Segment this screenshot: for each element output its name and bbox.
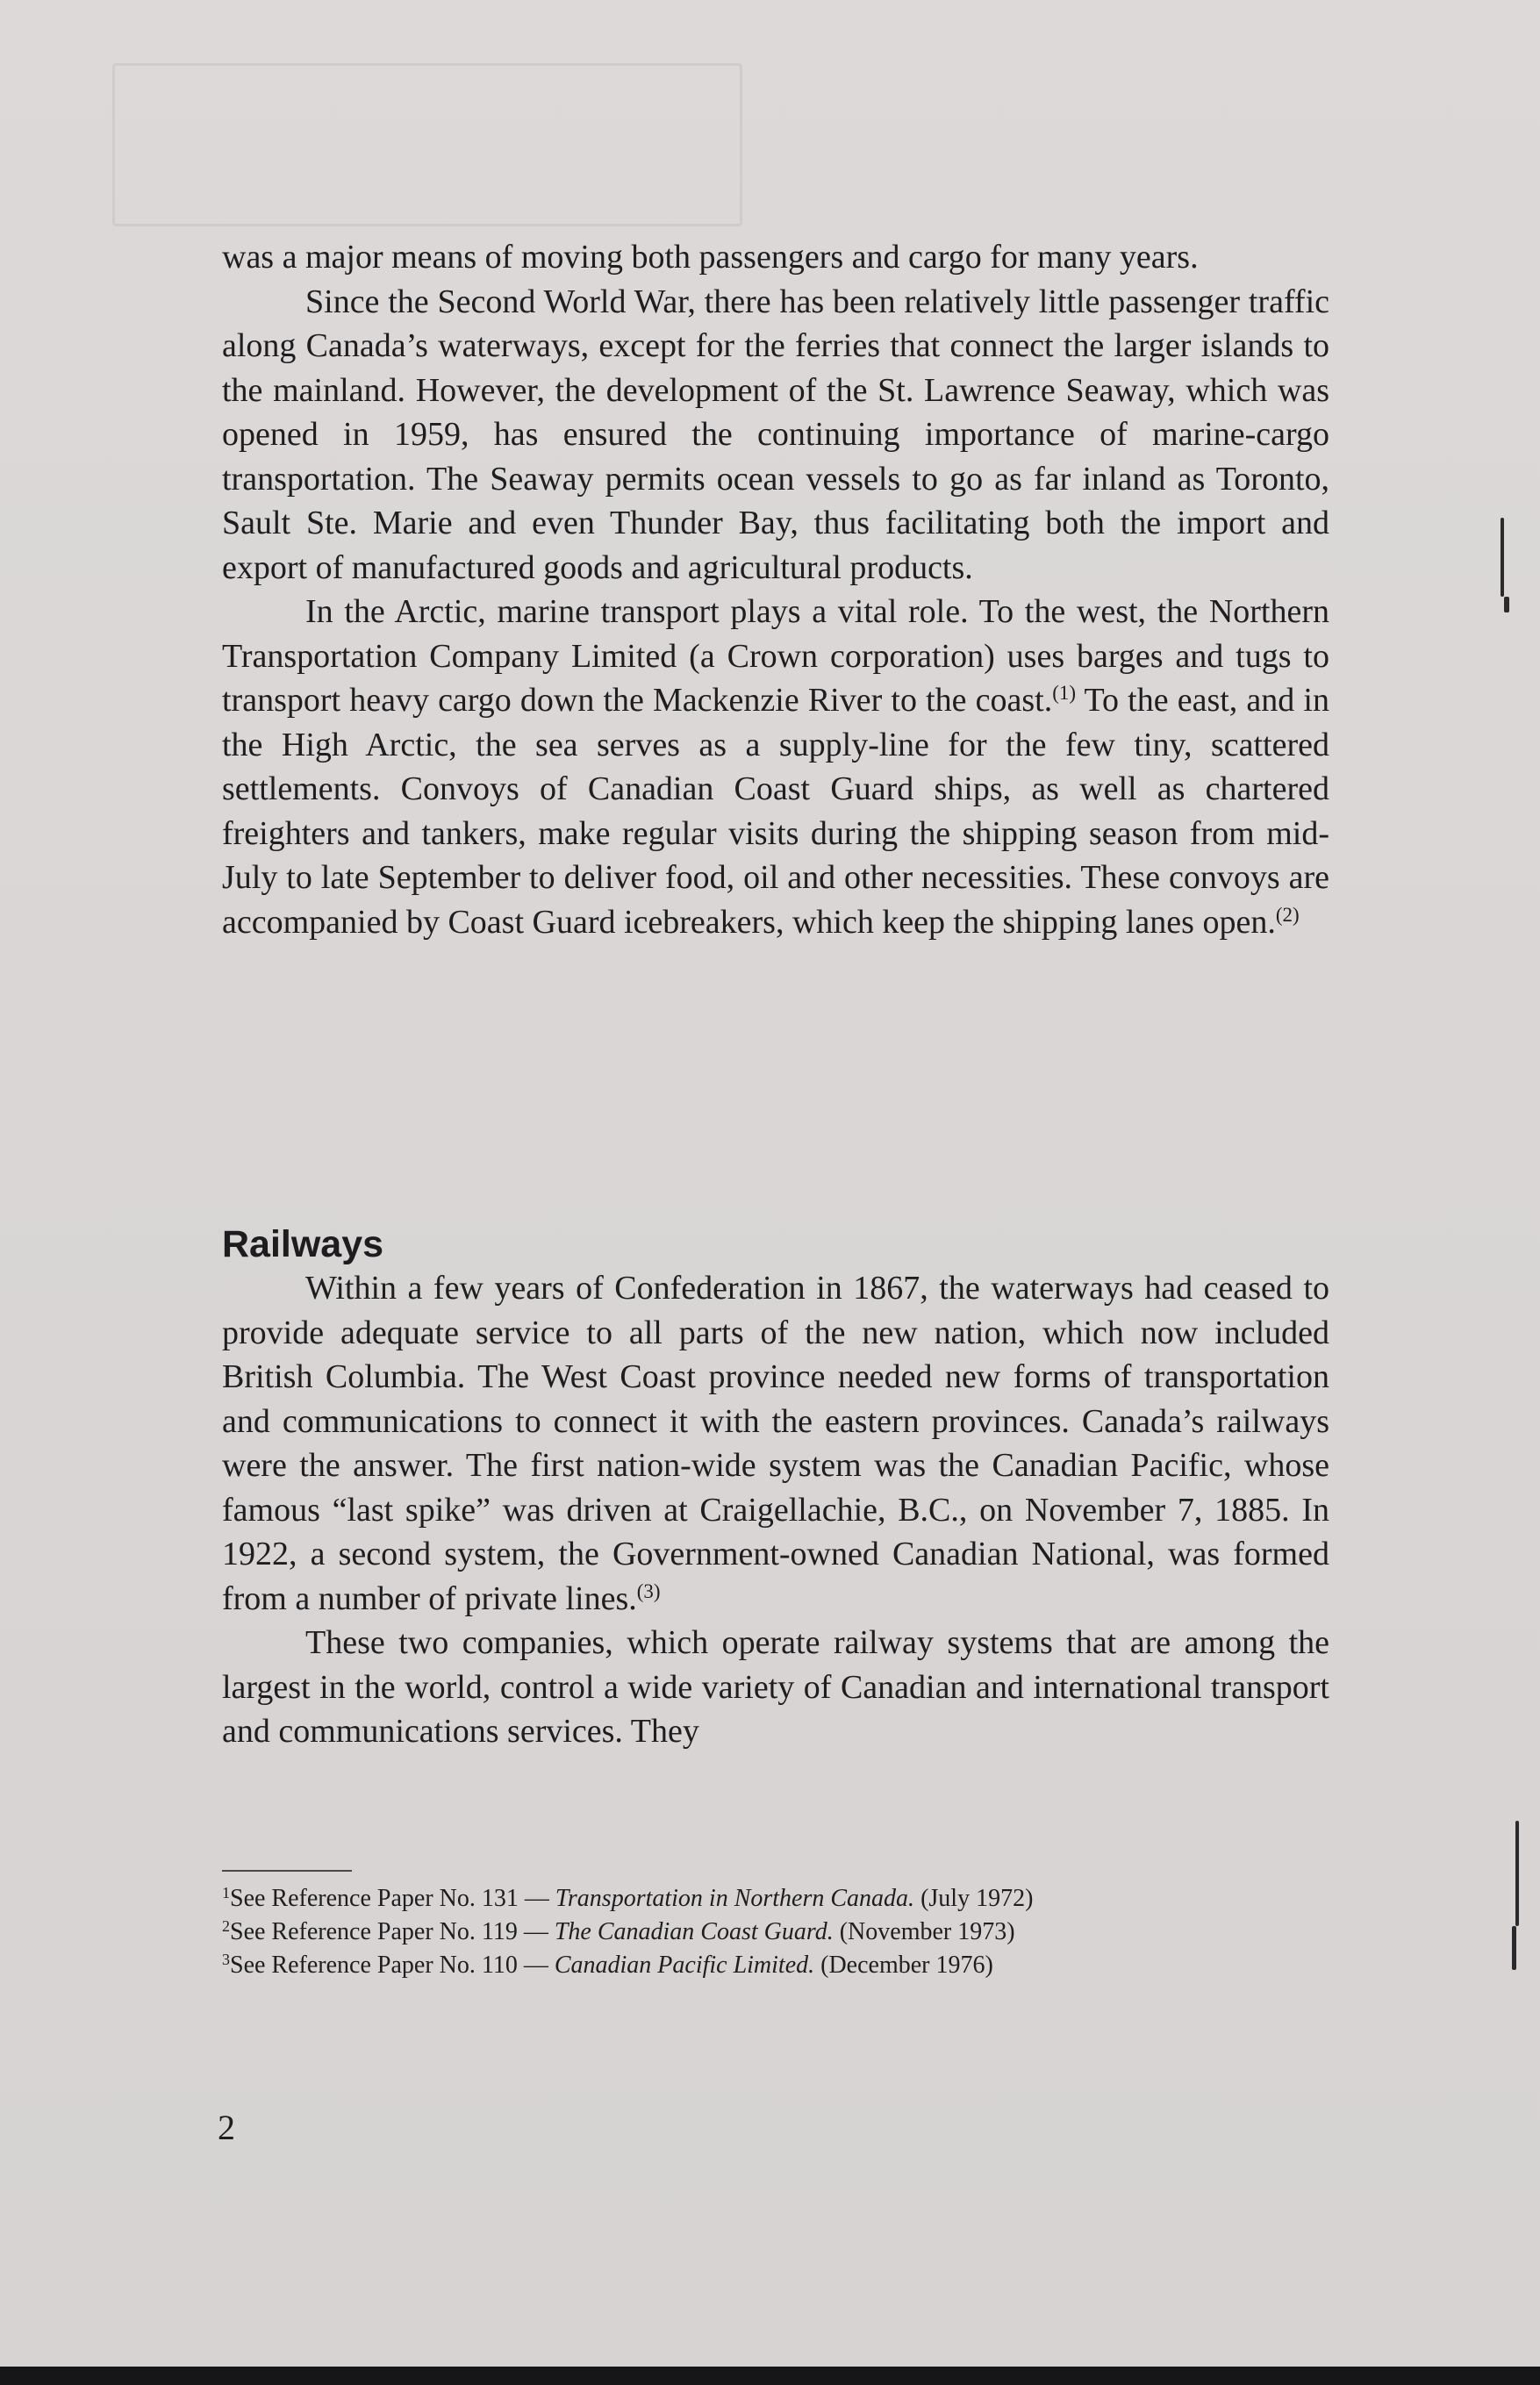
footnote-prefix: See Reference Paper No. 131 — (230, 1885, 555, 1912)
footnote-number: 2 (222, 1917, 230, 1935)
paragraph-arctic (222, 590, 1329, 944)
body-column-railways (222, 1266, 1329, 1754)
paragraph-seaway: Since the Second World War, there has been relatively little passenger traffic along Canada’s waterways, except for the ferries that connect the larger islands to the mainland. However, the development of the St. Lawrence Seaway, which was opened in 1959, has ensured the continuing importance of marine-cargo transportation. The Seaway permits ocean vessels to go as far inland as Toronto, Sault Ste. Marie and even Thunder Bay, thus facilitating both the import and export of manufactured goods and agricultural products. (222, 283, 1329, 586)
footnote-number: 3 (222, 1951, 230, 1968)
footnote-ref-3: (3) (636, 1579, 661, 1602)
railways-text: Within a few years of Confederation in 1867, the waterways had ceased to provide adequate service to all parts of the new nation, which now included British Columbia. The West Coast province needed new forms of transportation and communications to connect it with the eastern provinces. Canada’s railways were the answer. The first nation-wide system was the Canadian Pacific, whose famous “last spike” was driven at Craigellachie, B.C., on November 7, 1885. In 1922, a second system, the Government-owned Canadian National, was formed from a number of private lines. (222, 1270, 1329, 1617)
paragraph-companies: These two companies, which operate railway systems that are among the largest in the world, control a wide variety of Canadian and international transport and communications services. They (222, 1624, 1329, 1750)
footnote-suffix: (November 1973) (833, 1918, 1015, 1945)
arctic-text-2: To the east, and in the High Arctic, the sea serves as a supply-line for the few tiny, scattered settlements. Convoys of Canadian Coast Guard ships, as well as chartered freighters and tankers, make regular visits during the shipping season from mid-July to late September to deliver food, oil and other necessities. These convoys are accompanied by Coast Guard icebreakers, which keep the shipping lanes open. (222, 682, 1329, 941)
footnote-prefix: See Reference Paper No. 110 — (230, 1952, 555, 1979)
arctic-text-1: In the Arctic, marine transport plays a vital role. To the west, the Northern Transportation Company Limited (a Crown corporation) uses barges and tugs to transport heavy cargo down the Mackenzie River to the coast. (222, 593, 1329, 719)
footnote-number: 1 (222, 1884, 230, 1902)
page-number: 2 (218, 2108, 235, 2147)
page-bottom-edge (0, 2367, 1540, 2385)
footnote-suffix: (July 1972) (914, 1885, 1034, 1912)
footnotes (222, 1882, 1329, 1982)
binding-mark-lower (1515, 1821, 1519, 1926)
paragraph-continuation: was a major means of moving both passengers and cargo for many years. (222, 239, 1199, 276)
binding-mark-lower-foot (1512, 1926, 1516, 1970)
footnote-prefix: See Reference Paper No. 119 — (230, 1918, 555, 1945)
binding-mark-upper (1501, 518, 1504, 597)
footnote-title: The Canadian Coast Guard. (554, 1918, 834, 1945)
footnote-1 (222, 1882, 1329, 1916)
footnote-suffix: (December 1976) (814, 1952, 993, 1979)
footnote-title: Transportation in Northern Canada. (555, 1885, 915, 1912)
body-column-top (222, 235, 1329, 944)
footnote-2 (222, 1916, 1329, 1949)
section-heading-railways: Railways (222, 1223, 384, 1265)
footnote-divider (222, 1870, 352, 1872)
show-through-stamp-box (112, 63, 742, 226)
footnote-title: Canadian Pacific Limited. (554, 1952, 815, 1979)
footnote-ref-2: (2) (1275, 903, 1300, 926)
paragraph-railways (222, 1266, 1329, 1621)
footnote-ref-1: (1) (1052, 682, 1077, 704)
binding-mark-upper-foot (1504, 597, 1509, 612)
footnote-3 (222, 1949, 1329, 1982)
